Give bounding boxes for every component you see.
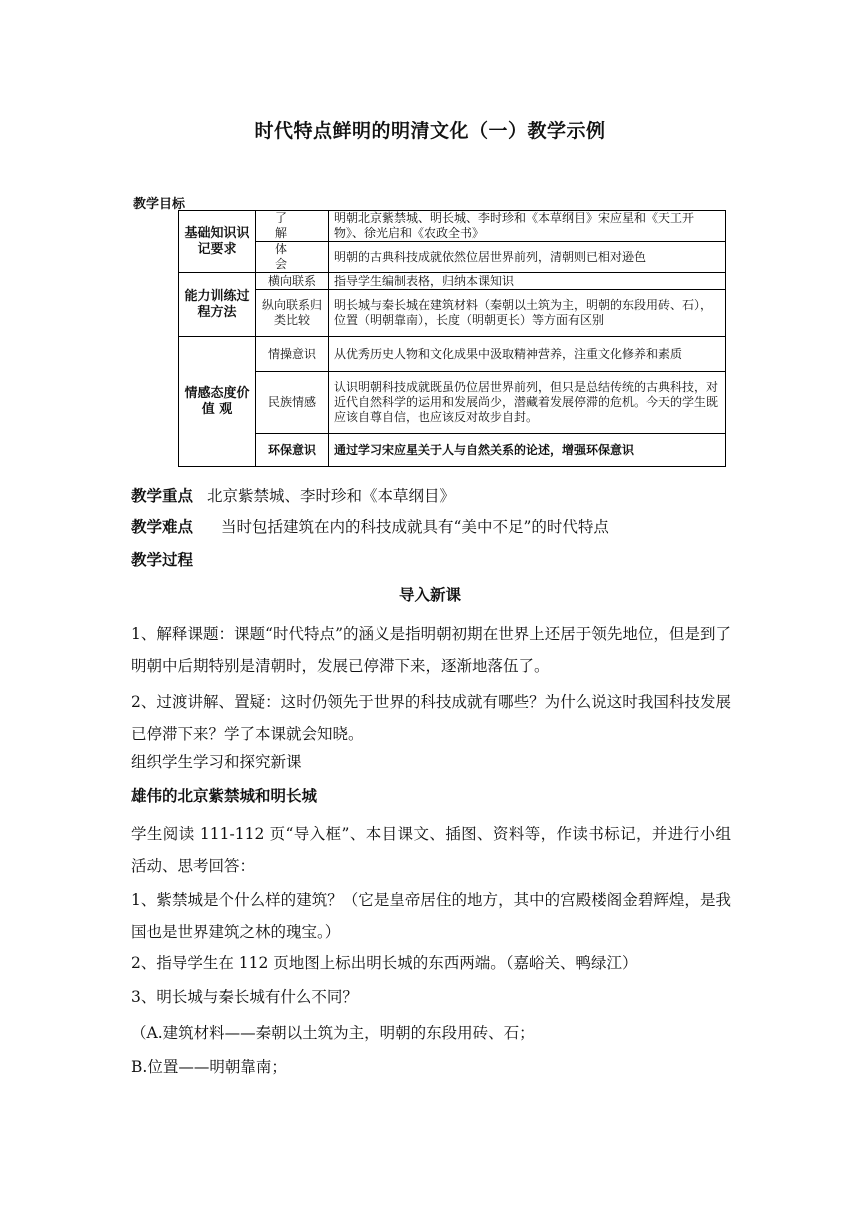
answer-item: B.位置——明朝靠南； <box>131 1058 287 1076</box>
subcategory-environment: 环保意识 <box>256 434 329 467</box>
teaching-focus-text: 北京紫禁城、李时珍和《本草纲目》 <box>207 487 456 505</box>
paragraph: 2、过渡讲解、置疑：这时仍领先于世界的科技成就有哪些？为什么说这时我国科技发展已停滞下来？学了本课就会知晓。 <box>131 693 731 743</box>
paragraph: 学生阅读 111-112 页“导入框”、本目课文、插图、资料等，作读书标记，并进行小组活动、思考回答： <box>131 825 731 875</box>
category-emotion-values: 情感态度价 值 观 <box>179 337 256 467</box>
goal-description: 通过学习宋应星关于人与自然关系的论述，增强环保意识 <box>329 434 726 467</box>
teaching-difficulty <box>131 517 731 537</box>
page-title: 时代特点鲜明的明清文化（一）教学示例 <box>254 120 606 142</box>
subcategory-experience: 体 会 <box>256 242 329 273</box>
table-row <box>179 434 726 467</box>
table-row <box>179 273 726 290</box>
teaching-focus <box>131 486 731 506</box>
subcategory-understand: 了 解 <box>256 211 329 242</box>
goal-description: 明长城与秦长城在建筑材料（秦朝以土筑为主，明朝的东段用砖、石），位置（明朝靠南），长度（明朝更长）等方面有区别 <box>329 290 726 337</box>
goal-description: 明朝北京紫禁城、明长城、李时珍和《本草纲目》宋应星和《天工开物》、徐光启和《农政全书》 <box>329 211 726 242</box>
goal-description: 从优秀历史人物和文化成果中汲取精神营养，注重文化修养和素质 <box>329 337 726 372</box>
table-row <box>179 290 726 337</box>
table-row <box>179 372 726 434</box>
subcategory-horizontal-link: 横向联系 <box>256 273 329 290</box>
paragraph: 组织学生学习和探究新课 <box>131 753 302 771</box>
teaching-difficulty-text: 当时包括建筑在内的科技成就具有“美中不足”的时代特点 <box>221 518 609 536</box>
table-row <box>179 242 726 273</box>
subcategory-sentiment: 情操意识 <box>256 337 329 372</box>
teaching-difficulty-label: 教学难点 <box>131 518 194 536</box>
question-item: 1、紫禁城是个什么样的建筑？（它是皇帝居住的地方，其中的宫殿楼阁金碧辉煌，是我国也是世界建筑之林的瑰宝。） <box>131 891 731 941</box>
teaching-focus-label: 教学重点 <box>131 487 194 505</box>
subcategory-vertical-link: 纵向联系归类比较 <box>256 290 329 337</box>
table-row <box>179 337 726 372</box>
teaching-goals-table <box>178 210 726 467</box>
goal-description: 认识明朝科技成就既虽仍位居世界前列，但只是总结传统的古典科技，对近代自然科学的运用和发展尚少，潜藏着发展停滞的危机。今天的学生既应该自尊自信，也应该反对故步自封。 <box>329 372 726 434</box>
subsection-heading: 雄伟的北京紫禁城和明长城 <box>131 787 318 805</box>
teaching-process-label: 教学过程 <box>131 551 194 569</box>
category-ability-training: 能力训练过程方法 <box>179 273 256 337</box>
subcategory-national-feeling: 民族情感 <box>256 372 329 434</box>
teaching-goals-label: 教学目标 <box>133 197 186 212</box>
category-basic-knowledge: 基础知识识记要求 <box>179 211 256 273</box>
section-heading-intro: 导入新课 <box>398 586 461 604</box>
question-item: 2、指导学生在 112 页地图上标出明长城的东西两端。（嘉峪关、鸭绿江） <box>131 954 638 972</box>
question-item: 3、明长城与秦长城有什么不同？ <box>131 988 358 1006</box>
table-row <box>179 211 726 242</box>
goal-description: 明朝的古典科技成就依然位居世界前列，清朝则已相对逊色 <box>329 242 726 273</box>
paragraph: 1、解释课题：课题“时代特点”的涵义是指明朝初期在世界上还居于领先地位，但是到了明朝中后期特别是清朝时，发展已停滞下来，逐渐地落伍了。 <box>131 625 731 675</box>
goal-description: 指导学生编制表格，归纳本课知识 <box>329 273 726 290</box>
answer-item: （A.建筑材料——秦朝以土筑为主，明朝的东段用砖、石； <box>131 1024 535 1042</box>
